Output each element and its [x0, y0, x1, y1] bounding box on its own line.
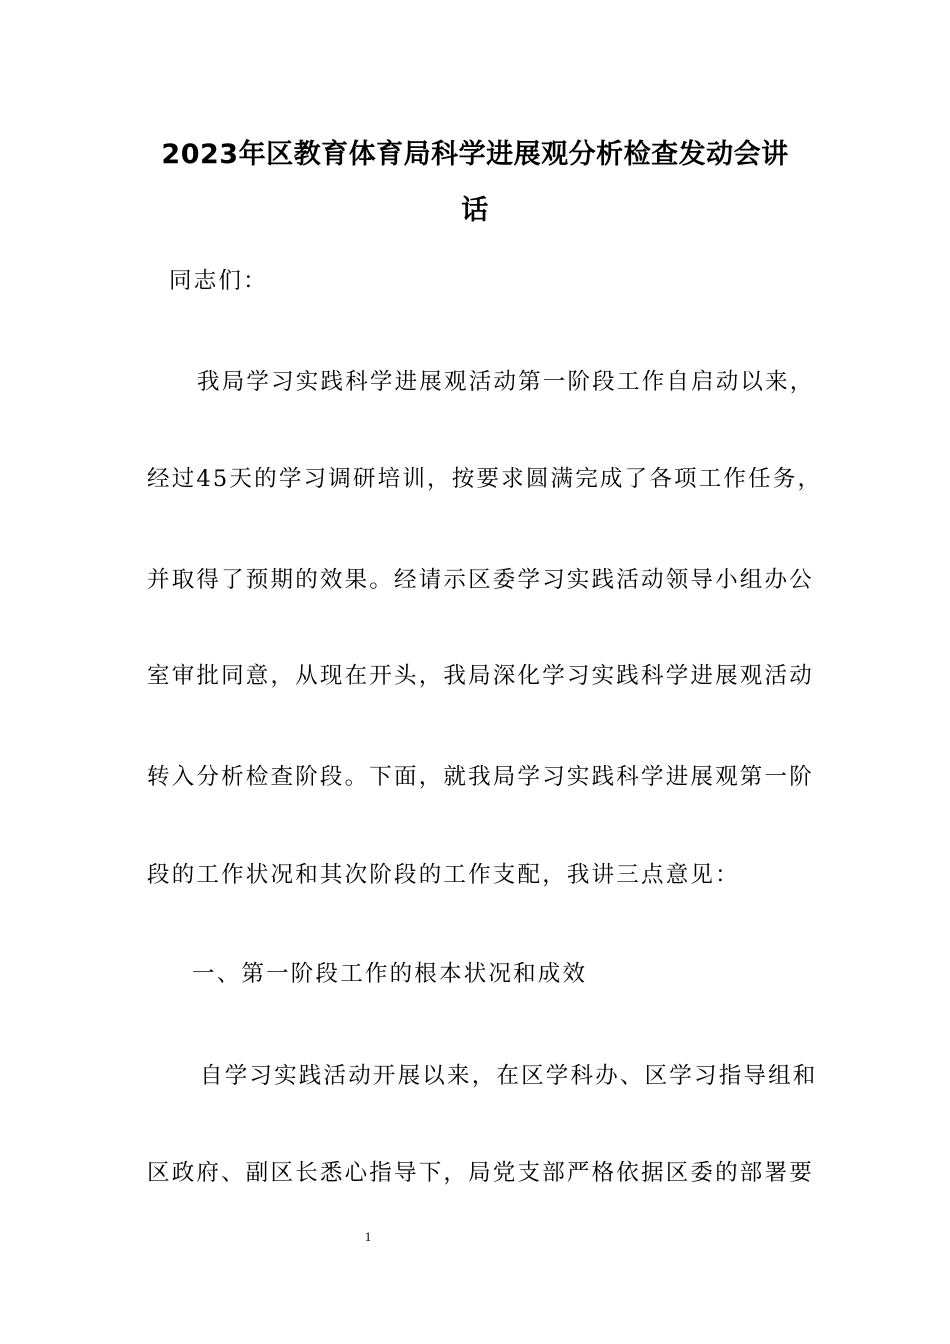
paragraph-line: 段的工作状况和其次阶段的工作支配，我讲三点意见： — [147, 862, 740, 888]
paragraph-line: 转入分析检查阶段。下面，就我局学习实践科学进展观第一阶 — [147, 764, 814, 790]
document-title-line-2: 话 — [461, 195, 489, 226]
salutation: 同志们： — [169, 268, 268, 294]
paragraph-line: 我局学习实践科学进展观活动第一阶段工作自启动以来， — [197, 369, 815, 395]
section-heading: 一、第一阶段工作的根本状况和成效 — [192, 961, 588, 987]
paragraph-line: 室审批同意，从现在开头，我局深化学习实践科学进展观活动 — [147, 663, 814, 689]
paragraph-line: 区政府、副区长悉心指导下，局党支部严格依据区委的部署要 — [147, 1160, 814, 1186]
paragraph-line: 自学习实践活动开展以来，在区学科办、区学习指导组和 — [200, 1063, 818, 1089]
document-title-line-1: 2023年区教育体育局科学进展观分析检查发动会讲 — [161, 139, 789, 170]
page-number: 1 — [364, 1229, 372, 1244]
paragraph-line: 经过45天的学习调研培训，按要求圆满完成了各项工作任务， — [147, 466, 823, 492]
paragraph-line: 并取得了预期的效果。经请示区委学习实践活动领导小组办公 — [147, 567, 814, 593]
